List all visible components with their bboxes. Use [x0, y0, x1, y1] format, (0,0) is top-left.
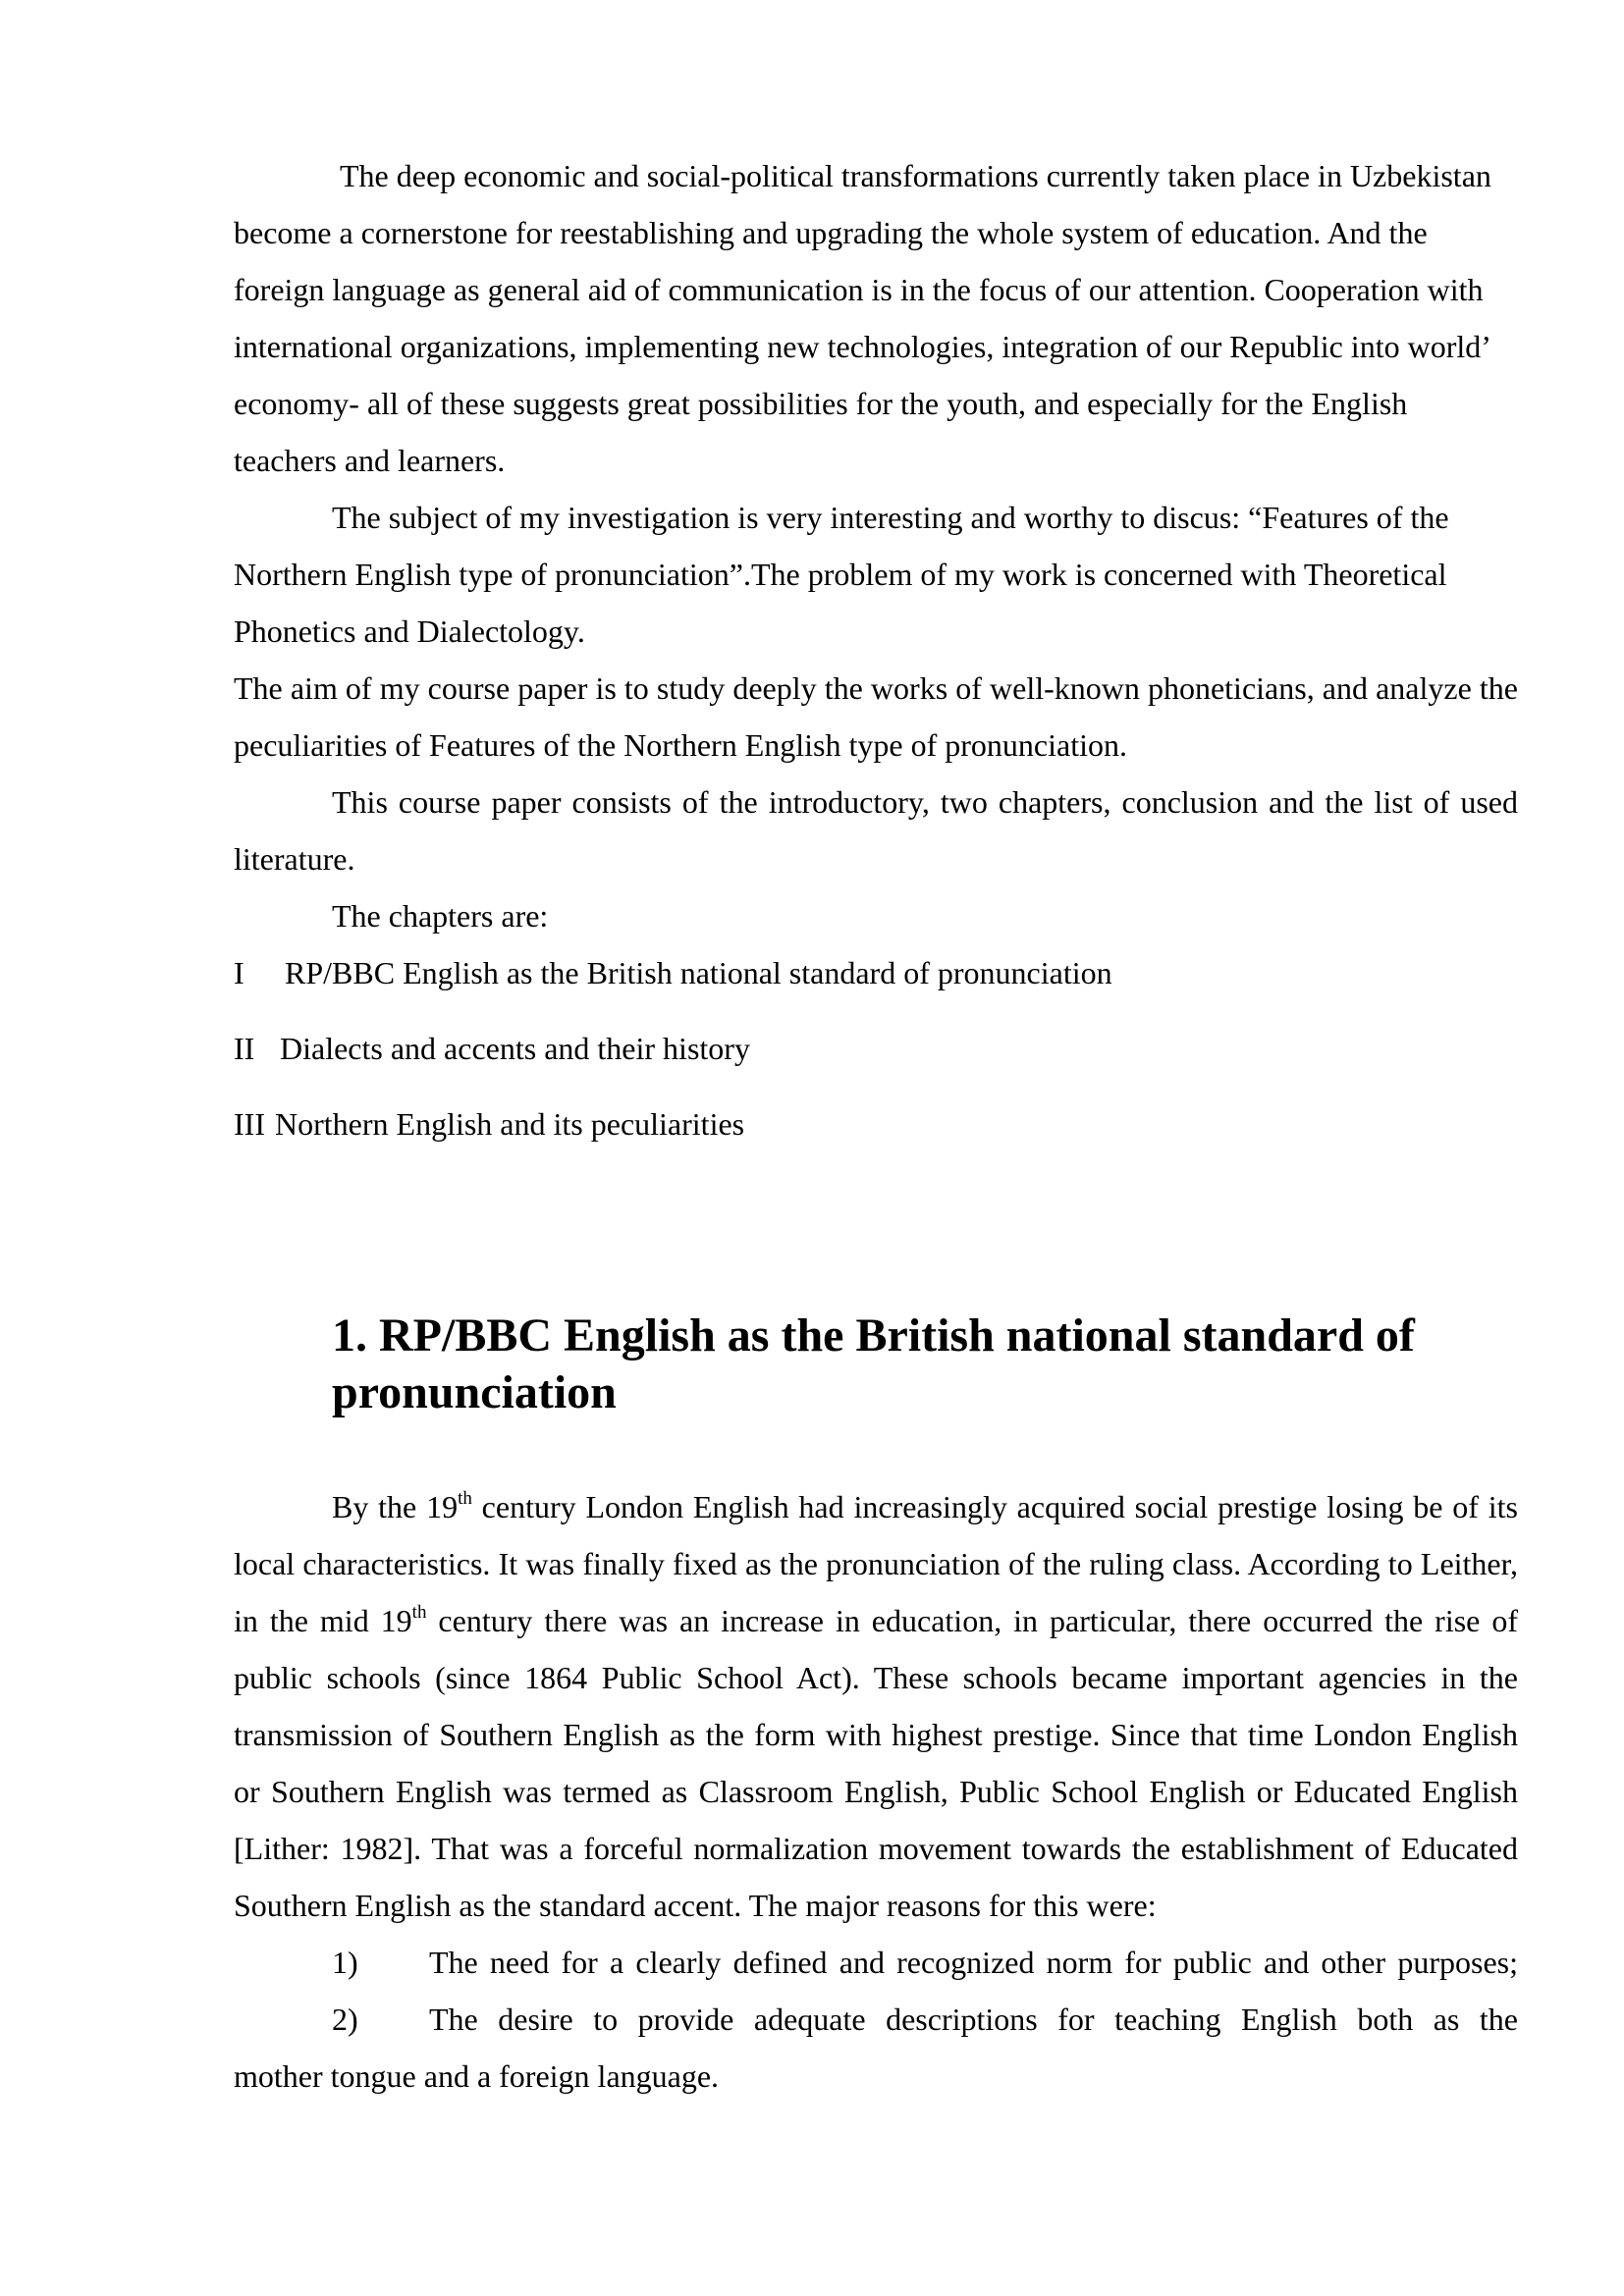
- document-content: [234, 147, 1518, 2105]
- item-text: The desire to provide adequate descriptions for teaching English both as the: [429, 2002, 1518, 2037]
- paragraph-text-part: century London English had increasingly acquired social prestige losing be of its local characteristics. It was finally fixed as the pronunciation of the ruling class. According to Leither, in the mid 19: [234, 1489, 1518, 1638]
- item-text-continuation: mother tongue and a foreign language.: [234, 2058, 720, 2094]
- intro-paragraph-3: The aim of my course paper is to study deeply the works of well-known phoneticians, and analyze the peculiarities of Features of the Northern English type of pronunciation.: [234, 670, 1518, 763]
- superscript: th: [458, 1488, 472, 1510]
- chapter-item: [234, 944, 1518, 1001]
- numbered-item-2: [234, 1991, 1518, 2048]
- chapter-number: III: [234, 1106, 265, 1142]
- chapter-item: [234, 1020, 1518, 1077]
- chapter-title: RP/BBC English as the British national standard of pronunciation: [285, 955, 1112, 990]
- superscript: th: [411, 1602, 427, 1624]
- chapter-number: I: [234, 955, 244, 990]
- intro-paragraph-2: The subject of my investigation is very interesting and worthy to discus: “Features of the Northern English type of pronunciation”.The problem of my work is concerned with Theoretical Phonetics and Dialectology.: [234, 500, 1449, 649]
- chapter-title: Northern English and its peculiarities: [275, 1106, 745, 1142]
- paragraph-text-part: century there was an increase in education, in particular, there occurred the rise of public schools (since 1864 Public School Act). These schools became important agencies in the transmission of Southern English as the form with highest prestige. Since that time London English or Southern English was termed as Classroom English, Public School English or Educated English [Lither: 1982]. That was a forceful normalization movement towards the establishment of Educated Southern English as the standard accent. The major reasons for this were:: [234, 1603, 1519, 1923]
- paragraph-text-part: By the 19: [332, 1489, 459, 1524]
- item-number: 1): [332, 1945, 358, 1980]
- section-body: [234, 1478, 1518, 2105]
- section-heading: 1. RP/BBC English as the British national standard of pronunciation: [332, 1309, 1415, 1418]
- chapter-list: [234, 944, 1518, 1152]
- item-number: 2): [332, 2002, 358, 2037]
- intro-paragraph-1: The deep economic and social-political transformations currently taken place in Uzbekistan become a cornerstone for reestablishing and upgrading the whole system of education. And the foreign language as general aid of communication is in the focus of our attention. Cooperation with international organizations, implementing new technologies, integration of our Republic into world’ economy- all of these suggests great possibilities for the youth, and especially for the English teachers and learners.: [234, 158, 1491, 478]
- section-paragraph-1: [234, 1478, 1518, 1934]
- numbered-item-1: [234, 1934, 1518, 1991]
- intro-paragraph-5: The chapters are:: [332, 898, 549, 934]
- chapter-number: II: [234, 1031, 255, 1066]
- chapter-item: [234, 1095, 1518, 1152]
- chapter-title: Dialects and accents and their history: [280, 1031, 750, 1066]
- item-text: The need for a clearly defined and recognized norm for public and other purposes;: [429, 1945, 1518, 1980]
- intro-paragraph-4: This course paper consists of the introductory, two chapters, conclusion and the list of used literature.: [234, 784, 1518, 877]
